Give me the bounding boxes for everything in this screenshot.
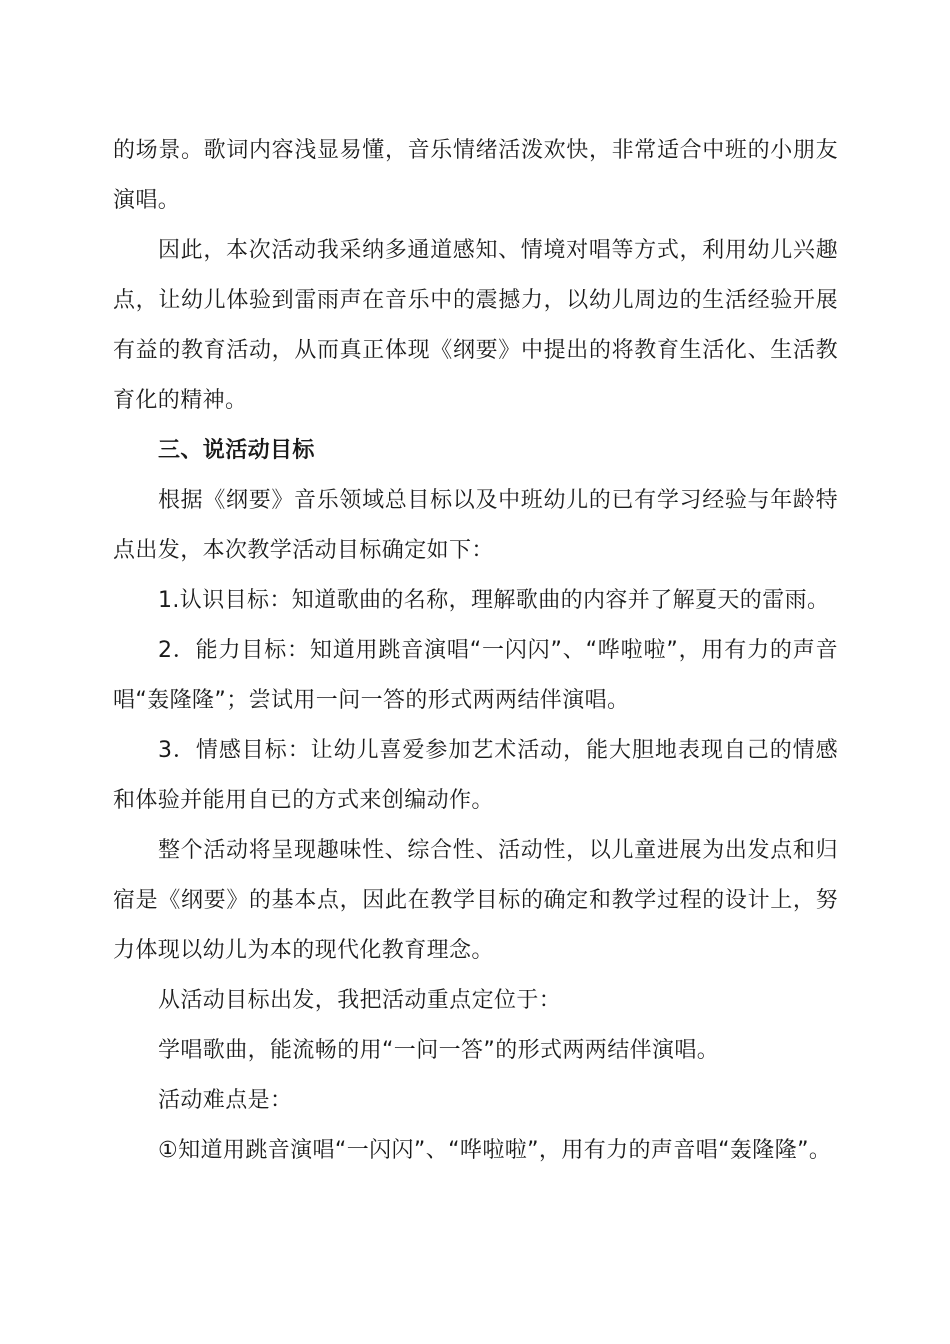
paragraph-key-point: 学唱歌曲，能流畅的用“一问一答”的形式两两结伴演唱。 [158,1038,720,1063]
paragraph-emotional-goal: 3．情感目标：让幼儿喜爱参加艺术活动，能大胆地表现自己的情感和体验并能用自已的方式来创编动作。 [113,738,838,813]
paragraph-key-point-intro: 从活动目标出发，我把活动重点定位于： [158,988,562,1013]
section-heading-activity-goals: 三、说活动目标 [158,438,315,463]
paragraph-activity-overview: 整个活动将呈现趣味性、综合性、活动性，以儿童进展为出发点和归宿是《纲要》的基本点，因此在教学目标的确定和教学过程的设计上，努力体现以幼儿为本的现代化教育理念。 [113,838,838,963]
paragraph-difficulty-intro: 活动难点是： [158,1088,293,1113]
paragraph-method: 因此，本次活动我采纳多通道感知、情境对唱等方式，利用幼儿兴趣点，让幼儿体验到雷雨声在音乐中的震撼力，以幼儿周边的生活经验开展有益的教育活动，从而真正体现《纲要》中提出的将教育生活化、生活教育化的精神。 [113,238,838,413]
paragraph-ability-goal: 2．能力目标：知道用跳音演唱“一闪闪”、“哗啦啦”，用有力的声音唱“轰隆隆”；尝试用一问一答的形式两两结伴演唱。 [113,638,838,713]
paragraph-difficulty-item: ①知道用跳音演唱“一闪闪”、“哗啦啦”，用有力的声音唱“轰隆隆”。 [158,1138,832,1163]
paragraph-continuation: 的场景。歌词内容浅显易懂，音乐情绪活泼欢快，非常适合中班的小朋友演唱。 [113,138,838,213]
paragraph-cognitive-goal: 1.认识目标：知道歌曲的名称，理解歌曲的内容并了解夏天的雷雨。 [158,588,830,613]
paragraph-goals-intro: 根据《纲要》音乐领域总目标以及中班幼儿的已有学习经验与年龄特点出发，本次教学活动目标确定如下： [113,488,838,563]
document-body [113,126,838,1176]
